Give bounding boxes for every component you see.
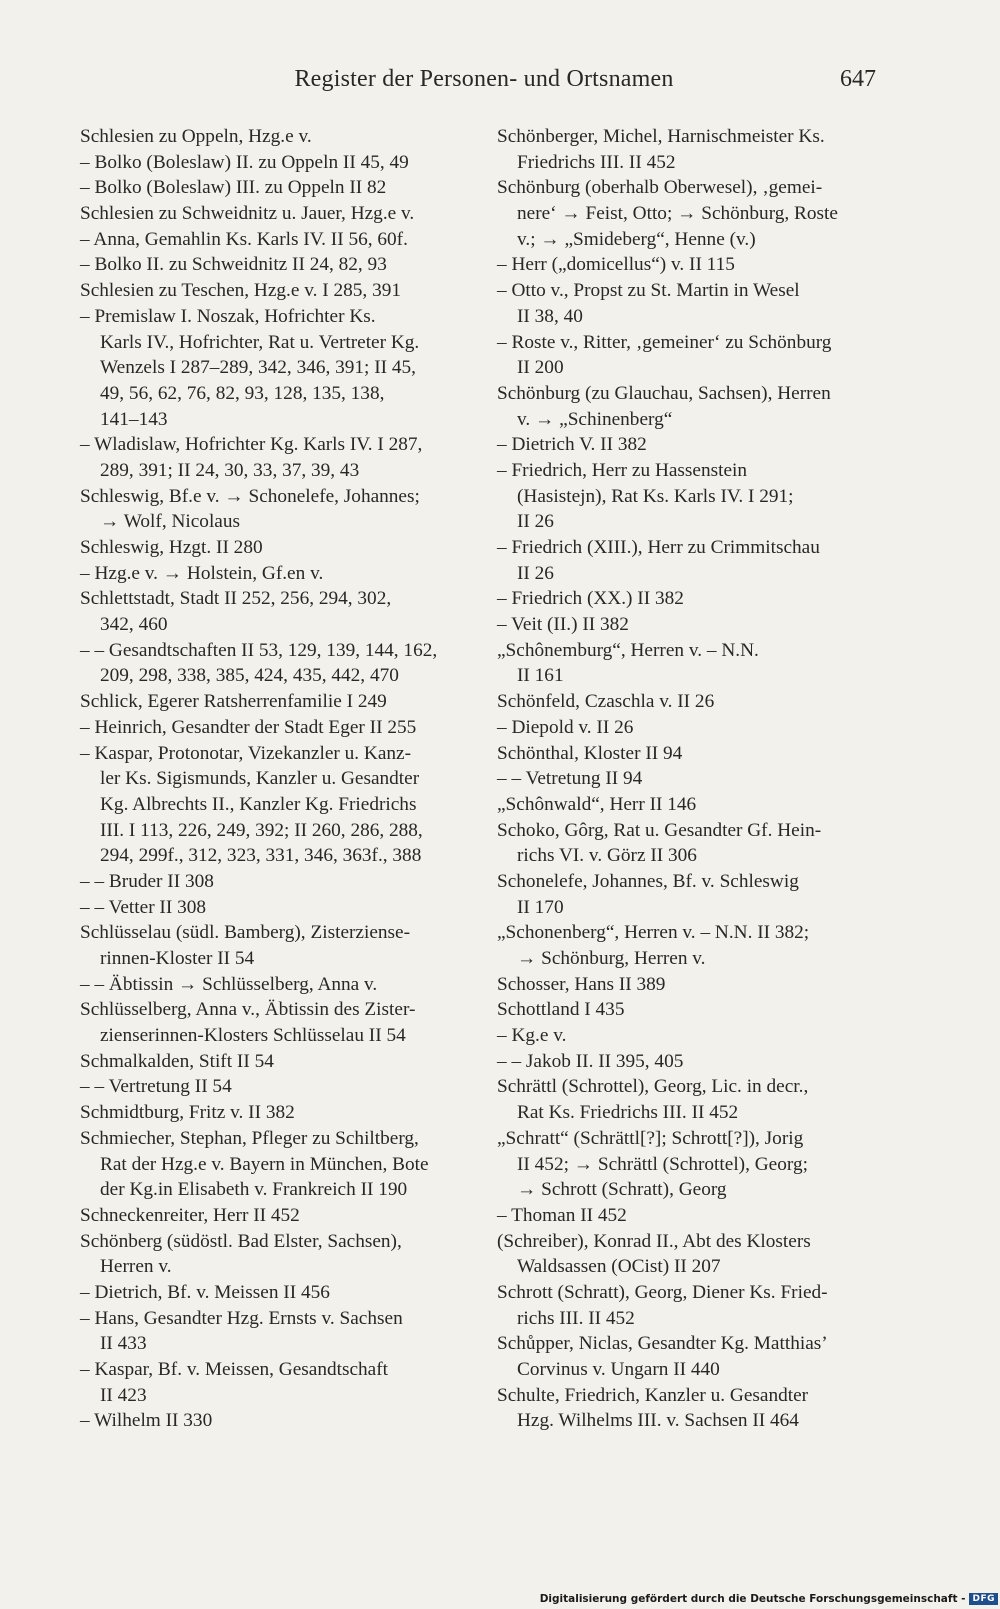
index-entry-line: Schosser, Hans II 389 xyxy=(497,973,666,995)
index-entry-line: – Hans, Gesandter Hzg. Ernsts v. Sachsen xyxy=(80,1307,403,1329)
index-entry-line: → Schrott (Schratt), Georg xyxy=(517,1179,727,1201)
index-entry-line: Schrättl (Schrottel), Georg, Lic. in decr., xyxy=(497,1076,809,1098)
index-entry-line: II 170 xyxy=(517,896,564,918)
index-entry-line: Rat Ks. Friedrichs III. II 452 xyxy=(517,1102,739,1124)
index-entry-line: – – Vertretung II 54 xyxy=(80,1076,232,1098)
index-entry-line: Schulte, Friedrich, Kanzler u. Gesandter xyxy=(497,1384,809,1406)
index-entry-line: Schönburg (zu Glauchau, Sachsen), Herren xyxy=(497,382,831,404)
running-head-title: Register der Personen- und Ortsnamen xyxy=(294,66,674,92)
index-entry-line: II 433 xyxy=(100,1333,147,1355)
index-entry-line: Schottland I 435 xyxy=(497,999,625,1021)
index-entry-line: – Hzg.e v. → Holstein, Gf.en v. xyxy=(80,562,324,584)
index-entry-line: 209, 298, 338, 385, 424, 435, 442, 470 xyxy=(100,665,399,687)
index-entry-line: II 161 xyxy=(517,665,564,687)
index-entry-line: – Kaspar, Protonotar, Vizekanzler u. Kanz- xyxy=(80,742,412,764)
page-number: 647 xyxy=(840,66,876,92)
index-entry-line: richs III. II 452 xyxy=(517,1307,635,1329)
index-entry-line: Schlüsselau (südl. Bamberg), Zisterziense- xyxy=(80,922,411,944)
index-entry-line: – Bolko (Boleslaw) II. zu Oppeln II 45, 49 xyxy=(80,151,409,173)
index-entry-line: rinnen-Kloster II 54 xyxy=(100,948,255,969)
index-entry-line: – Kg.e v. xyxy=(497,1025,567,1047)
index-entry-line: – Thoman II 452 xyxy=(497,1204,627,1226)
index-entry-line: (Hasistejn), Rat Ks. Karls IV. I 291; xyxy=(517,485,794,507)
index-entry-line: Waldsassen (OCist) II 207 xyxy=(517,1256,721,1278)
index-entry-line: – Bolko II. zu Schweidnitz II 24, 82, 93 xyxy=(80,254,387,276)
index-entry-line: Schmiecher, Stephan, Pfleger zu Schiltberg, xyxy=(80,1127,419,1149)
index-entry-line: – Dietrich, Bf. v. Meissen II 456 xyxy=(80,1281,330,1303)
index-entry-line: – Wladislaw, Hofrichter Kg. Karls IV. I 287, xyxy=(80,434,423,456)
index-entry-line: Schlettstadt, Stadt II 252, 256, 294, 302, xyxy=(80,588,392,610)
index-entry-line: Schlesien zu Schweidnitz u. Jauer, Hzg.e v. xyxy=(80,203,415,225)
index-entry-line: – Premislaw I. Noszak, Hofrichter Ks. xyxy=(80,305,376,327)
index-entry-line: – – Vetter II 308 xyxy=(80,896,207,918)
index-entry-line: Schmalkalden, Stift II 54 xyxy=(80,1050,274,1072)
index-entry-line: → Wolf, Nicolaus xyxy=(100,511,241,533)
index-entry-line: Kg. Albrechts II., Kanzler Kg. Friedrichs xyxy=(100,793,417,815)
index-entry-line: Schönberg (südöstl. Bad Elster, Sachsen), xyxy=(80,1230,402,1252)
index-entry-line: → Schönburg, Herren v. xyxy=(517,948,706,969)
index-entry-line: – Roste v., Ritter, ‚gemeiner‘ zu Schönburg xyxy=(497,331,832,353)
index-entry-line: – Bolko (Boleslaw) III. zu Oppeln II 82 xyxy=(80,177,387,199)
index-entry-line: – – Äbtissin → Schlüsselberg, Anna v. xyxy=(80,973,378,995)
index-entry-line: Schleswig, Hzgt. II 280 xyxy=(80,537,263,558)
index-entry-line: Schůpper, Niclas, Gesandter Kg. Matthias’ xyxy=(497,1333,828,1355)
index-entry-line: Schmidtburg, Fritz v. II 382 xyxy=(80,1102,295,1124)
index-entry-line: 49, 56, 62, 76, 82, 93, 128, 135, 138, xyxy=(100,382,385,404)
index-entry-line: – Otto v., Propst zu St. Martin in Wesel xyxy=(497,280,800,302)
index-entry-line: – Wilhelm II 330 xyxy=(80,1410,213,1432)
index-entry-line: 289, 391; II 24, 30, 33, 37, 39, 43 xyxy=(100,459,360,481)
index-entry-line: Herren v. xyxy=(100,1256,172,1278)
index-entry-line: Schönburg (oberhalb Oberwesel), ‚gemei- xyxy=(497,177,823,199)
index-column-left xyxy=(80,124,472,1434)
index-entry-line: zienserinnen-Klosters Schlüsselau II 54 xyxy=(100,1025,406,1047)
index-entry-line: – – Vetretung II 94 xyxy=(497,768,643,790)
index-entry-line: II 423 xyxy=(100,1384,147,1406)
index-entry-line: Schleswig, Bf.e v. → Schonelefe, Johannes; xyxy=(80,485,420,507)
index-entry-line: 342, 460 xyxy=(100,614,168,636)
index-entry-line: – Heinrich, Gesandter der Stadt Eger II 255 xyxy=(80,716,417,738)
index-entry-line: nere‘ → Feist, Otto; → Schönburg, Roste xyxy=(517,203,838,225)
index-entry-line: – Kaspar, Bf. v. Meissen, Gesandtschaft xyxy=(80,1359,389,1380)
index-entry-line: Wenzels I 287–289, 342, 346, 391; II 45, xyxy=(100,357,417,379)
index-entry-line: II 38, 40 xyxy=(517,305,583,327)
index-entry-line: Friedrichs III. II 452 xyxy=(517,151,676,173)
index-entry-line: Rat der Hzg.e v. Bayern in München, Bote xyxy=(100,1153,429,1175)
index-entry-line: Schönthal, Kloster II 94 xyxy=(497,742,683,764)
index-entry-line: Schrott (Schratt), Georg, Diener Ks. Fried- xyxy=(497,1281,828,1303)
index-entry-line: Hzg. Wilhelms III. v. Sachsen II 464 xyxy=(517,1410,799,1432)
index-entry-line: – – Jakob II. II 395, 405 xyxy=(497,1050,684,1072)
index-entry-line: – Diepold v. II 26 xyxy=(497,716,634,738)
index-entry-line: der Kg.in Elisabeth v. Frankreich II 190 xyxy=(100,1179,408,1201)
index-entry-line: Schlüsselberg, Anna v., Äbtissin des Zister- xyxy=(80,999,416,1021)
index-entry-line: – Friedrich (XX.) II 382 xyxy=(497,588,684,610)
index-entry-line: II 452; → Schrättl (Schrottel), Georg; xyxy=(517,1153,808,1175)
index-entry-line: ler Ks. Sigismunds, Kanzler u. Gesandter xyxy=(100,768,420,790)
index-entry-line: Schlesien zu Oppeln, Hzg.e v. xyxy=(80,126,312,147)
index-entry-line: – Herr („domicellus“) v. II 115 xyxy=(497,254,735,276)
index-entry-line: – Veit (II.) II 382 xyxy=(497,614,629,636)
index-entry-line: – Dietrich V. II 382 xyxy=(497,434,647,456)
index-entry-line: 294, 299f., 312, 323, 331, 346, 363f., 388 xyxy=(100,845,422,867)
index-entry-line: III. I 113, 226, 249, 392; II 260, 286, 288, xyxy=(100,819,423,841)
index-entry-line: Schlick, Egerer Ratsherrenfamilie I 249 xyxy=(80,691,387,713)
index-entry-line: – – Bruder II 308 xyxy=(80,870,214,892)
index-entry-line: „Schonenberg“, Herren v. – N.N. II 382; xyxy=(497,922,810,944)
index-entry-line: – Anna, Gemahlin Ks. Karls IV. II 56, 60f. xyxy=(80,228,408,250)
index-entry-line: 141–143 xyxy=(100,408,168,430)
index-entry-line: richs VI. v. Görz II 306 xyxy=(517,845,697,867)
index-entry-line: v.; → „Smideberg“, Henne (v.) xyxy=(517,228,756,250)
index-entry-line: – Friedrich (XIII.), Herr zu Crimmitschau xyxy=(497,537,820,558)
index-entry-line: Karls IV., Hofrichter, Rat u. Vertreter Kg. xyxy=(100,331,420,353)
index-entry-line: Schonelefe, Johannes, Bf. v. Schleswig xyxy=(497,870,799,892)
index-entry-line: Schoko, Gôrg, Rat u. Gesandter Gf. Hein- xyxy=(497,819,822,841)
index-column-right xyxy=(497,124,889,1434)
index-entry-line: Schönberger, Michel, Harnischmeister Ks. xyxy=(497,126,825,147)
credit-text: Digitalisierung gefördert durch die Deutsche Forschungsgemeinschaft - xyxy=(539,1593,966,1605)
index-entry-line: Corvinus v. Ungarn II 440 xyxy=(517,1359,720,1380)
index-entry-line: Schlesien zu Teschen, Hzg.e v. I 285, 391 xyxy=(80,280,401,302)
dfg-logo: DFG xyxy=(969,1593,998,1605)
index-entry-line: (Schreiber), Konrad II., Abt des Klosters xyxy=(497,1230,811,1252)
index-entry-line: II 26 xyxy=(517,562,554,584)
index-entry-line: II 200 xyxy=(517,357,564,379)
index-entry-line: – Friedrich, Herr zu Hassenstein xyxy=(497,459,748,481)
digitization-credit xyxy=(540,1593,1000,1609)
index-entry-line: II 26 xyxy=(517,511,554,533)
index-entry-line: v. → „Schinenberg“ xyxy=(517,408,673,430)
index-entry-line: – – Gesandtschaften II 53, 129, 139, 144, 162, xyxy=(80,639,438,661)
index-entry-line: „Schônemburg“, Herren v. – N.N. xyxy=(497,639,759,661)
index-entry-line: „Schônwald“, Herr II 146 xyxy=(497,793,697,815)
index-entry-line: Schneckenreiter, Herr II 452 xyxy=(80,1204,300,1226)
index-entry-line: Schönfeld, Czaschla v. II 26 xyxy=(497,691,715,713)
index-entry-line: „Schratt“ (Schrättl[?]; Schrott[?]), Jorig xyxy=(497,1127,804,1149)
